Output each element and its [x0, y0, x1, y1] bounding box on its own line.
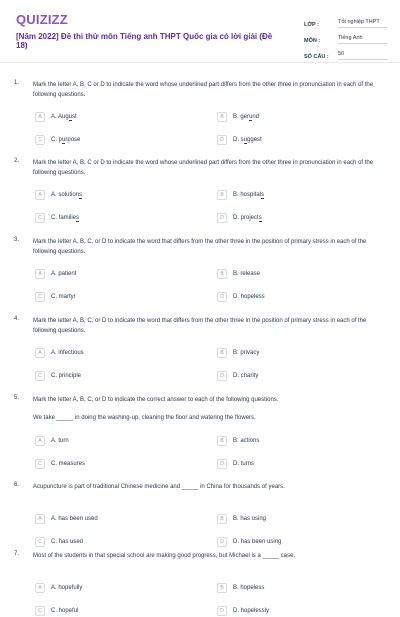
option-text — [233, 438, 259, 444]
option-text — [51, 294, 76, 300]
option-text-start: D. project — [233, 215, 259, 221]
question-number: 3. — [14, 237, 20, 243]
question-number: 4. — [14, 316, 20, 322]
option-text — [233, 350, 259, 356]
meta-value: Tiếng Anh — [338, 35, 388, 44]
option-text-start: B. release — [233, 271, 261, 277]
answer-option-a[interactable] — [35, 111, 77, 123]
option-text-start: B. actions — [233, 438, 260, 444]
option-text — [51, 350, 84, 356]
question-text: Mark the letter A, B, C, or D to indicate the word that differs from the other three in the position of primary stress in each of the following questions. — [33, 318, 367, 334]
option-text-start: C. principle — [51, 373, 82, 379]
meta-label: LỚP : — [304, 22, 319, 28]
option-letter-badge: A — [35, 190, 45, 200]
answer-option-a[interactable] — [35, 435, 69, 447]
option-text-start: A. hopefully — [51, 585, 83, 591]
option-letter-badge: A — [35, 514, 45, 524]
underlined-part: s — [261, 192, 265, 198]
question-number: 7. — [14, 551, 20, 557]
answer-option-a[interactable] — [35, 582, 82, 594]
underlined-part: u — [243, 137, 248, 143]
option-text — [233, 516, 266, 522]
option-text — [233, 373, 258, 379]
option-text — [233, 294, 265, 300]
option-letter-badge: B — [217, 112, 227, 122]
option-text — [233, 192, 264, 198]
answer-option-b[interactable] — [217, 268, 260, 280]
option-text-start: C. measures — [51, 461, 86, 467]
option-text-start: A. has been used — [51, 516, 98, 522]
option-letter-badge: A — [35, 583, 45, 593]
option-letter-badge: D — [217, 371, 227, 381]
answer-option-d[interactable] — [217, 605, 269, 617]
option-text — [51, 438, 69, 444]
answer-option-b[interactable] — [217, 111, 259, 123]
option-text-end: rpose — [65, 137, 81, 143]
option-letter-badge: C — [35, 537, 45, 547]
option-text-start: D. has been using — [233, 539, 282, 545]
option-text — [51, 137, 80, 143]
option-text — [51, 461, 85, 467]
answer-option-d[interactable] — [217, 212, 262, 224]
question-text: Mark the letter A, B, C, or D to indicate the word that differs from the other three in the position of primary stress in each of the following questions. — [33, 239, 367, 255]
option-text — [233, 608, 269, 614]
option-text — [51, 585, 82, 591]
underlined-part: u — [249, 114, 253, 120]
underlined-part: u — [68, 114, 73, 120]
answer-option-a[interactable] — [35, 347, 84, 359]
answer-option-c[interactable] — [35, 370, 81, 382]
underlined-part: s — [76, 215, 80, 221]
answer-option-c[interactable] — [35, 605, 78, 617]
answer-option-b[interactable] — [217, 435, 259, 447]
option-text-start: B. ger — [233, 114, 250, 120]
option-letter-badge: B — [217, 436, 227, 446]
question-text: Mark the letter A, B, C, or D to indicate the correct answer to each of the following questions. — [33, 397, 279, 403]
option-text — [51, 539, 83, 545]
option-text-start: B. hopeless — [233, 585, 265, 591]
answer-option-b[interactable] — [217, 513, 266, 525]
answer-option-c[interactable] — [35, 212, 79, 224]
option-letter-badge: D — [217, 213, 227, 223]
option-letter-badge: D — [217, 606, 227, 616]
option-text-start: A. Aug — [51, 114, 69, 120]
option-text — [233, 137, 262, 143]
meta-value: 50 — [338, 51, 388, 60]
underlined-part: s — [79, 192, 83, 198]
meta-value: Tốt nghiệp THPT — [338, 19, 388, 28]
underlined-part: u — [62, 137, 66, 143]
option-letter-badge: D — [217, 135, 227, 145]
meta-row-grade — [304, 12, 388, 28]
option-text — [51, 516, 98, 522]
option-text-end: nd — [252, 114, 260, 120]
answer-option-c[interactable] — [35, 536, 83, 548]
option-letter-badge: C — [35, 213, 45, 223]
option-text-start: A. solution — [51, 192, 80, 198]
worksheet-meta — [304, 12, 388, 60]
answer-option-a[interactable] — [35, 513, 98, 525]
option-letter-badge: C — [35, 606, 45, 616]
option-text-start: B. has using — [233, 516, 267, 522]
option-text — [51, 114, 77, 120]
option-letter-badge: C — [35, 292, 45, 302]
option-letter-badge: B — [217, 348, 227, 358]
option-text — [51, 215, 79, 221]
question-text: Mark the letter A, B, C or D to indicate the word whose underlined part differs from the other three in pronunciation in each of the following questions. — [33, 160, 374, 176]
answer-option-c[interactable] — [35, 291, 76, 303]
answer-option-c[interactable] — [35, 458, 85, 470]
underlined-part: s — [258, 215, 262, 221]
answer-option-d[interactable] — [217, 458, 254, 470]
option-letter-badge: B — [217, 583, 227, 593]
option-text — [233, 585, 264, 591]
option-letter-badge: C — [35, 135, 45, 145]
answer-option-d[interactable] — [217, 370, 258, 382]
answer-option-d[interactable] — [217, 536, 281, 548]
meta-row-question-count — [304, 44, 388, 60]
answer-option-a[interactable] — [35, 268, 76, 280]
page-title: [Năm 2022] Đề thi thử môn Tiếng anh THPT Quốc gia có lời giải (Đề 18) — [16, 32, 273, 50]
option-letter-badge: A — [35, 348, 45, 358]
option-text — [51, 608, 78, 614]
option-letter-badge: D — [217, 292, 227, 302]
header-divider — [0, 62, 400, 63]
question-text: Acupuncture is part of traditional Chinese medicine and _____ in China for thousands of years. — [33, 484, 285, 490]
option-text-start: D. charity — [233, 373, 259, 379]
answer-option-a[interactable] — [35, 189, 82, 201]
option-text-start: A. turn — [51, 438, 69, 444]
option-text-start: C. martyr — [51, 294, 76, 300]
option-text-end: ggest — [247, 137, 262, 143]
option-text-start: B. hospital — [233, 192, 262, 198]
option-letter-badge: D — [217, 537, 227, 547]
question-stem: We take _____ in doing the washing-up, cleaning the floor and watering the flowers. — [33, 415, 256, 421]
question-text: Mark the letter A, B, C or D to indicate the word whose underlined part differs from the other three in pronunciation in each of the following questions. — [33, 82, 374, 98]
option-text-start: B. privacy — [233, 350, 260, 356]
option-letter-badge: B — [217, 269, 227, 279]
option-letter-badge: A — [35, 436, 45, 446]
option-text-start: C. has used — [51, 539, 84, 545]
option-text — [51, 192, 82, 198]
answer-option-d[interactable] — [217, 291, 265, 303]
quizizz-logo: QUIZIZZ — [16, 12, 68, 27]
option-text-start: D. s — [233, 137, 244, 143]
answer-option-b[interactable] — [217, 347, 259, 359]
option-letter-badge: C — [35, 459, 45, 469]
option-text-start: D. hopelessly — [233, 608, 270, 614]
option-text-start: A. infectious — [51, 350, 84, 356]
option-text — [51, 373, 81, 379]
answer-option-c[interactable] — [35, 134, 80, 146]
option-text-start: D. hopeless — [233, 294, 265, 300]
meta-row-subject — [304, 28, 388, 44]
answer-option-b[interactable] — [217, 189, 264, 201]
option-text-start: A. patient — [51, 271, 77, 277]
option-text — [233, 215, 262, 221]
answer-option-d[interactable] — [217, 134, 262, 146]
option-text-start: C. familie — [51, 215, 77, 221]
option-text-start: C. hopeful — [51, 608, 79, 614]
option-text — [233, 271, 260, 277]
option-text-start: D. turns — [233, 461, 255, 467]
option-letter-badge: B — [217, 190, 227, 200]
answer-option-b[interactable] — [217, 582, 264, 594]
option-letter-badge: B — [217, 514, 227, 524]
option-text-end: st — [72, 114, 77, 120]
option-text — [233, 114, 259, 120]
option-text-start: C. p — [51, 137, 63, 143]
meta-label: MÔN : — [304, 38, 321, 44]
question-number: 1. — [14, 80, 20, 86]
question-text: Most of the students in that special school are making good progress, but Michael is a _____ case. — [33, 553, 296, 559]
option-letter-badge: A — [35, 269, 45, 279]
question-number: 6. — [14, 482, 20, 488]
option-letter-badge: D — [217, 459, 227, 469]
meta-label: SỐ CÂU : — [304, 54, 329, 60]
question-number: 2. — [14, 158, 20, 164]
option-text — [51, 271, 76, 277]
option-text — [233, 539, 281, 545]
option-letter-badge: A — [35, 112, 45, 122]
option-text — [233, 461, 254, 467]
question-number: 5. — [14, 395, 20, 401]
option-letter-badge: C — [35, 371, 45, 381]
